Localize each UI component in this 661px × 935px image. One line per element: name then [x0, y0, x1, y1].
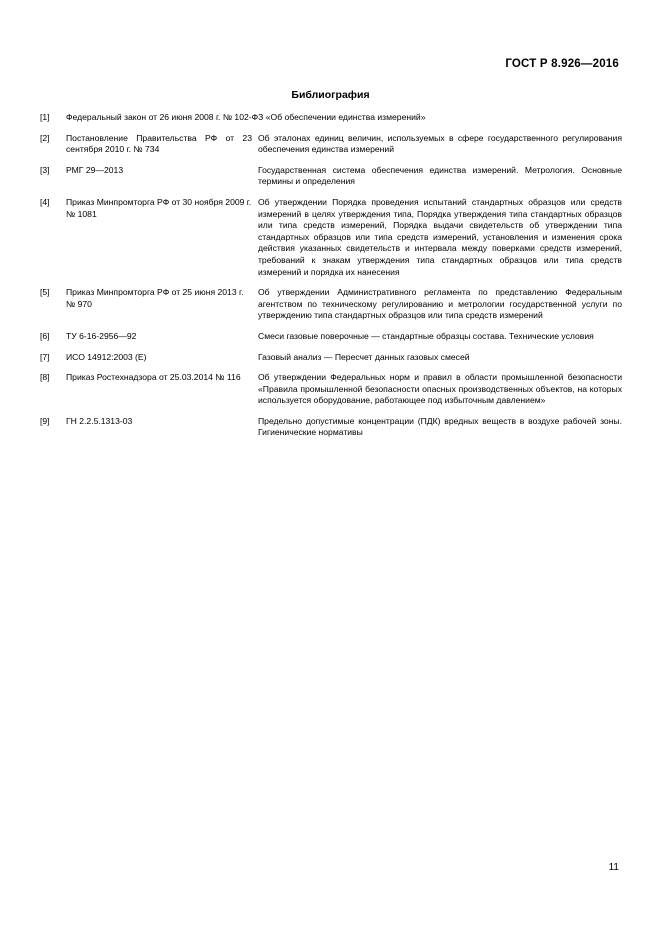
entry-reference: Федеральный закон от 26 июня 2008 г. № 102-ФЗ «Об обеспечении единства измерений»	[66, 112, 426, 122]
entry-number: [1]	[40, 112, 50, 122]
entry-number: [8]	[40, 372, 50, 383]
list-item	[40, 352, 622, 364]
list-item	[40, 112, 622, 124]
entry-description: Об утверждении Порядка проведения испытаний стандартных образцов или средств измерений в целях утверждения типа, Порядка утверждения типа стандартных образцов или типа средств измерений, Порядка выдачи свидетельств об утверждении типа стандартных образцов или типа средств измерений, установления и изменения срока действия указанных свидетельств и интервала между поверками средств измерений, требований к знакам утверждения типа стандартных образцов или типа средств измерений и порядка их нанесения	[258, 196, 622, 277]
entry-reference: ИСО 14912:2003 (Е)	[66, 351, 147, 362]
bibliography-list	[40, 112, 622, 448]
entry-number: [5]	[40, 287, 50, 298]
entry-number: [6]	[40, 330, 50, 341]
entry-number: [9]	[40, 415, 50, 426]
entry-reference: ТУ 6-16-2956—92	[66, 330, 137, 341]
entry-description: Об эталонах единиц величин, используемых в сфере государственного регулирования обеспечения единства измерений	[258, 132, 622, 155]
entry-reference: Приказ Минпромторга РФ от 25 июня 2013 г. № 970	[66, 287, 244, 309]
entry-description: Газовый анализ — Пересчет данных газовых смесей	[258, 351, 470, 362]
list-item	[40, 133, 622, 156]
list-item	[40, 165, 622, 188]
list-item	[40, 331, 622, 343]
page-header-standard-number: ГОСТ Р 8.926—2016	[505, 58, 619, 70]
entry-number: [7]	[40, 351, 50, 362]
entry-reference: Приказ Ростехнадзора от 25.03.2014 № 116	[66, 372, 241, 383]
entry-description: Предельно допустимые концентрации (ПДК) вредных веществ в воздухе рабочей зоны. Гигиенические нормативы	[258, 415, 622, 438]
entry-description: Об утверждении Административного регламента по представлению Федеральным агентством по техническому регулированию и метрологии государственной услуги по утверждению типа стандартных образцов или типа средств измерений	[258, 287, 622, 321]
entry-description: Об утверждении Федеральных норм и правил в области промышленной безопасности «Правила промышленной безопасности опасных производственных объектов, на которых используется оборудование, работающее под избыточным давлением»	[258, 372, 622, 406]
entry-reference: Приказ Минпромторга РФ от 30 ноября 2009 г. № 1081	[66, 196, 252, 219]
list-item	[40, 287, 622, 322]
list-item	[40, 416, 622, 439]
entry-reference: Постановление Правительства РФ от 23 сентября 2010 г. № 734	[66, 132, 252, 155]
entry-number: [2]	[40, 132, 50, 143]
list-item	[40, 372, 622, 407]
entry-reference: РМГ 29—2013	[66, 164, 124, 175]
entry-description: Государственная система обеспечения единства измерений. Метрология. Основные термины и определения	[258, 164, 622, 187]
entry-number: [3]	[40, 164, 50, 175]
entry-reference: ГН 2.2.5.1313-03	[66, 415, 133, 426]
entry-description: Смеси газовые поверочные — стандартные образцы состава. Технические условия	[258, 330, 594, 341]
list-item	[40, 197, 622, 278]
page-title: Библиография	[291, 89, 370, 101]
page-number: 11	[608, 862, 619, 873]
entry-number: [4]	[40, 196, 50, 207]
